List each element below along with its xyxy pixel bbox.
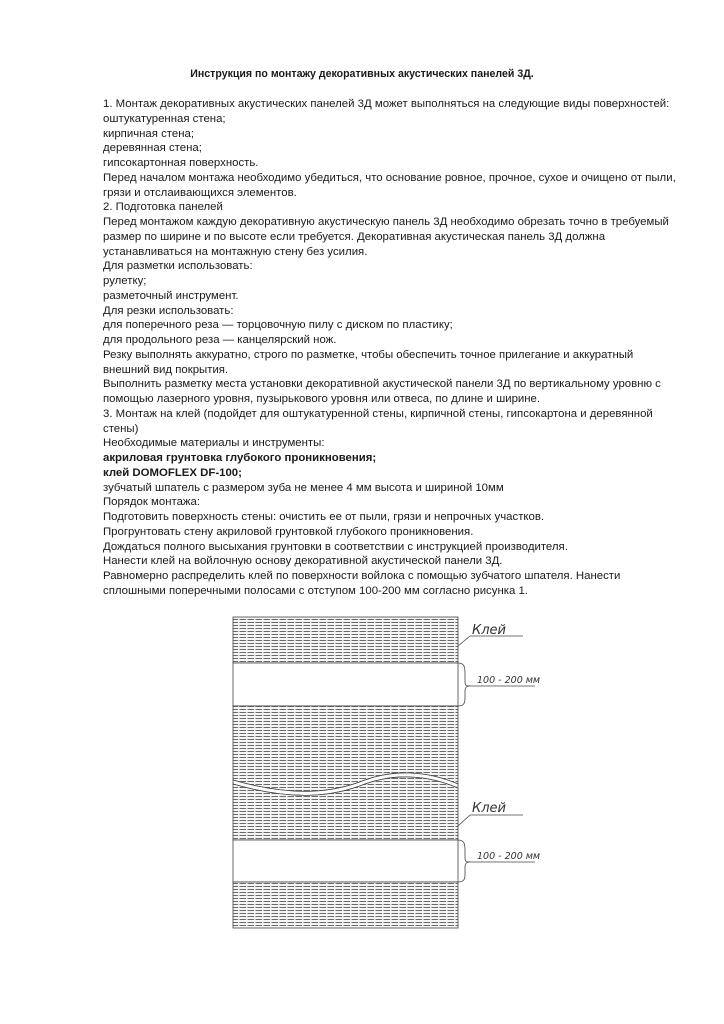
body-line: оштукатуренная стена; (103, 112, 226, 125)
body-line: гипсокартонная поверхность. (103, 157, 259, 169)
body-line: помощью лазерного уровня, пузырькового уровня или отвеса, по длине и ширине. (103, 393, 541, 405)
gap-stripe (233, 840, 458, 882)
glue-stripe (233, 882, 458, 928)
body-line: Дождаться полного высыхания грунтовки в соответствии с инструкцией производителя. (103, 540, 568, 553)
gap-stripe (233, 663, 458, 706)
body-line: деревянная стена; (103, 142, 202, 155)
section-heading: 3. Монтаж на клей (подойдет для оштукатуренной стены, кирпичной стены, гипсокартона и деревянной (103, 407, 653, 420)
body-line: Перед монтажом каждую декоративную акустическую панель 3Д необходимо обрезать точно в требуемый (103, 216, 669, 228)
glue-application-figure (225, 612, 555, 932)
body-line: разметочный инструмент. (103, 289, 239, 302)
glue-label: Клей (472, 623, 506, 638)
body-line: Резку выполнять аккуратно, строго по разметке, чтобы обеспечить точное прилегание и аккуратный (103, 348, 634, 361)
material-item: акриловая грунтовка глубокого проникновения; (103, 452, 377, 464)
glue-stripe (233, 617, 458, 663)
body-line: устанавливаться на монтажную стену без усилия. (103, 245, 368, 258)
gap-dimension-label: 100 - 200 мм (477, 675, 541, 686)
body-line: грязи и отслаивающихся элементов. (103, 186, 297, 199)
body-line: размер по ширине и по высоте если требуется. Декоративная акустическая панель 3Д должна (103, 230, 606, 243)
body-line: для продольного реза — канцелярский нож. (103, 334, 337, 346)
document-body (103, 97, 693, 599)
body-line: Необходимые материалы и инструменты: (103, 437, 325, 450)
glue-label: Клей (472, 801, 506, 816)
body-line: Перед началом монтажа необходимо убедиться, что основание ровное, прочное, сухое и очищено от пыли, (103, 171, 676, 184)
body-line: Прогрунтовать стену акриловой грунтовкой глубокого проникновения. (103, 525, 474, 538)
body-line: Порядок монтажа: (103, 496, 201, 509)
body-line: сплошными поперечными полосами с отступом 100-200 мм согласно рисунка 1. (103, 584, 528, 597)
body-line: рулетку; (103, 275, 147, 287)
gap-dimension-label: 100 - 200 мм (477, 851, 541, 862)
body-line: Подготовить поверхность стены: очистить ее от пыли, грязи и непрочных участков. (103, 511, 545, 523)
body-line: кирпичная стена; (103, 127, 195, 140)
body-line: Выполнить разметку места установки декоративной акустической панели 3Д по вертикальному уровню с (103, 378, 661, 391)
body-line: Нанести клей на войлочную основу декоративной акустической панели 3Д. (103, 555, 503, 568)
body-line: 1. Монтаж декоративных акустических панелей 3Д может выполняться на следующие виды поверхностей: (103, 98, 670, 110)
body-line: Для резки использовать: (103, 304, 234, 317)
body-line: для поперечного реза — торцовочную пилу с диском по пластику; (103, 319, 453, 332)
section-heading: 2. Подготовка панелей (103, 201, 223, 214)
material-item: клей DOMOFLEX DF-100; (103, 466, 242, 479)
document-title: Инструкция по монтажу декоративных акустических панелей 3Д. (190, 68, 534, 80)
body-line: стены) (103, 422, 139, 435)
body-line: Равномерно распределить клей по поверхности войлока с помощью зубчатого шпателя. Нанести (103, 570, 621, 582)
material-item: зубчатый шпатель с размером зуба не менее 4 мм высота и шириной 10мм (103, 481, 504, 494)
body-line: Для разметки использовать: (103, 260, 253, 273)
body-line: внешний вид покрытия. (103, 363, 229, 376)
